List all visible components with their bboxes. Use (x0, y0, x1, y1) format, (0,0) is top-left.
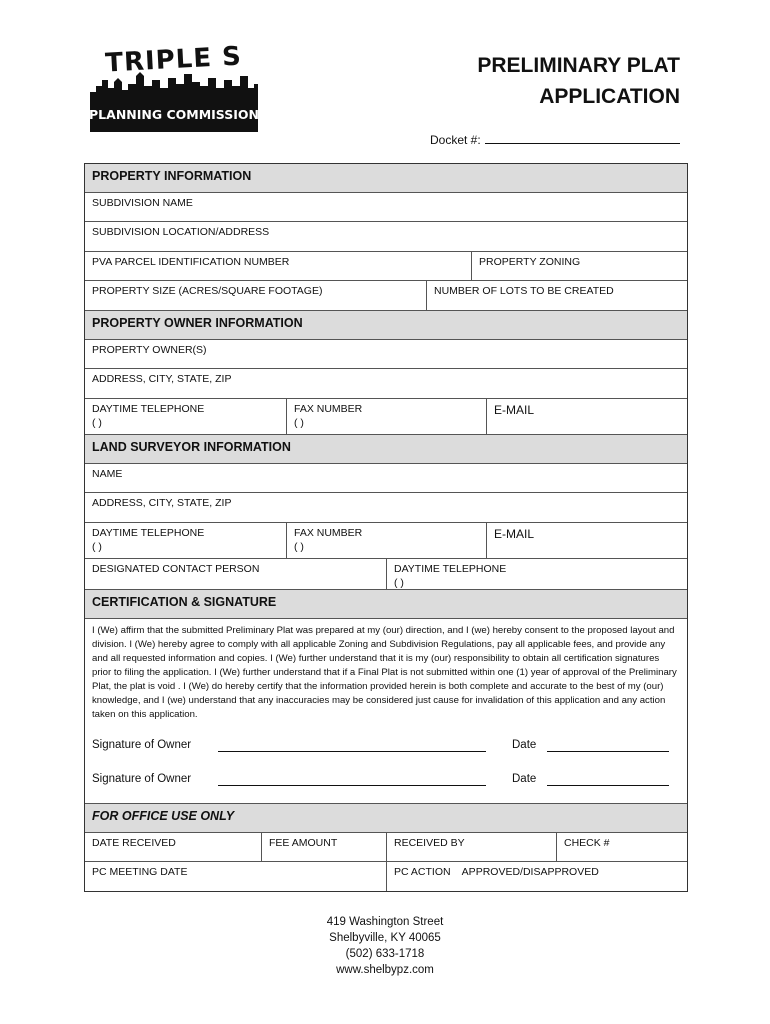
owner-address-field[interactable]: ADDRESS, CITY, STATE, ZIP (92, 373, 232, 385)
property-owners-field[interactable]: PROPERTY OWNER(S) (92, 344, 207, 356)
page-title (477, 50, 680, 112)
surveyor-name-field[interactable]: NAME (92, 468, 123, 480)
title-line2: APPLICATION (539, 85, 680, 108)
date-received-field[interactable]: DATE RECEIVED (92, 837, 176, 849)
section-office-use-only: FOR OFFICE USE ONLY (85, 804, 687, 832)
footer-phone: (502) 633-1718 (345, 948, 425, 960)
docket-label: Docket #: (430, 133, 481, 147)
date-line-2[interactable] (547, 775, 669, 786)
application-form (84, 163, 688, 892)
property-size-field[interactable]: PROPERTY SIZE (ACRES/SQUARE FOOTAGE) (92, 285, 323, 297)
owner-fax-field[interactable] (286, 399, 486, 434)
surveyor-daytime-telephone-label: DAYTIME TELEPHONE (92, 527, 205, 539)
logo-line1: TRIPLE S (104, 41, 243, 79)
number-of-lots-field[interactable]: NUMBER OF LOTS TO BE CREATED (426, 281, 687, 310)
surveyor-address-field[interactable]: ADDRESS, CITY, STATE, ZIP (92, 497, 232, 509)
footer-address (0, 914, 770, 978)
signature-row-1 (92, 738, 680, 752)
pc-action-field[interactable]: PC ACTION APPROVED/DISAPPROVED (386, 862, 687, 891)
pva-parcel-field[interactable]: PVA PARCEL IDENTIFICATION NUMBER (92, 256, 290, 268)
contact-daytime-telephone-label: DAYTIME TELEPHONE (394, 563, 507, 575)
surveyor-email-field[interactable]: E-MAIL (486, 523, 687, 558)
date-label-1: Date (512, 739, 537, 751)
contact-daytime-telephone-field[interactable] (386, 559, 687, 589)
signature-line-1[interactable] (218, 741, 486, 752)
pc-meeting-date-field[interactable]: PC MEETING DATE (92, 866, 188, 878)
signature-row-2 (92, 772, 680, 786)
subdivision-name-field[interactable]: SUBDIVISION NAME (92, 197, 193, 209)
logo-line2: PLANNING COMMISSION (89, 107, 259, 122)
owner-fax-label: FAX NUMBER (294, 403, 363, 415)
docket-field[interactable] (430, 132, 680, 147)
logo (88, 40, 260, 132)
owner-fax-parens: ( ) (294, 417, 304, 429)
surveyor-fax-field[interactable] (286, 523, 486, 558)
contact-daytime-telephone-parens: ( ) (394, 577, 404, 589)
surveyor-daytime-telephone-field[interactable] (85, 523, 286, 558)
surveyor-fax-label: FAX NUMBER (294, 527, 363, 539)
footer-city: Shelbyville, KY 40065 (329, 932, 441, 944)
surveyor-fax-parens: ( ) (294, 541, 304, 553)
date-line-1[interactable] (547, 741, 669, 752)
docket-line[interactable] (485, 132, 680, 144)
section-certification-signature: CERTIFICATION & SIGNATURE (85, 590, 687, 618)
logo-skyline-icon (90, 72, 258, 132)
signature-line-2[interactable] (218, 775, 486, 786)
designated-contact-field[interactable]: DESIGNATED CONTACT PERSON (92, 563, 260, 575)
certification-text: I (We) affirm that the submitted Preliminary Plat was prepared at my (our) direction, and I (we) hereby consent to the proposed layout and division. I (We) hereby agree to comply with all applicable Zoning and Subdivision Regulations, pay all applicable fees, and provide any and all requested information and copies. I (We) further understand that it is my (our) responsibility to obtain all certification signatures prior to filing the application. I (We) further understand that if a Final Plat is not submitted within one (1) year of approval of the Preliminary Plat, the plat is void . I (We) do hereby certify that the information provided herein is both complete and accurate to the best of my (our) knowledge, and I (we) understand that any inaccuracies may be considered just cause for invalidation of this application and any action taken on this application. (92, 625, 677, 720)
signature-label-1: Signature of Owner (92, 739, 192, 751)
surveyor-daytime-telephone-parens: ( ) (92, 541, 102, 553)
owner-daytime-telephone-label: DAYTIME TELEPHONE (92, 403, 205, 415)
owner-daytime-telephone-field[interactable] (85, 399, 286, 434)
section-property-owner-information: PROPERTY OWNER INFORMATION (85, 311, 687, 339)
section-land-surveyor-information: LAND SURVEYOR INFORMATION (85, 435, 687, 463)
fee-amount-field[interactable]: FEE AMOUNT (261, 833, 386, 861)
certification-block (85, 619, 687, 803)
check-number-field[interactable]: CHECK # (556, 833, 687, 861)
signature-label-2: Signature of Owner (92, 773, 192, 785)
owner-daytime-telephone-parens: ( ) (92, 417, 102, 429)
subdivision-location-field[interactable]: SUBDIVISION LOCATION/ADDRESS (92, 226, 270, 238)
property-zoning-field[interactable]: PROPERTY ZONING (471, 252, 687, 280)
footer-website[interactable]: www.shelbypz.com (336, 964, 434, 976)
footer-street: 419 Washington Street (326, 916, 444, 928)
owner-email-field[interactable]: E-MAIL (486, 399, 687, 434)
section-property-information: PROPERTY INFORMATION (85, 164, 687, 192)
received-by-field[interactable]: RECEIVED BY (386, 833, 556, 861)
title-line1: PRELIMINARY PLAT (477, 54, 680, 77)
date-label-2: Date (512, 773, 537, 785)
